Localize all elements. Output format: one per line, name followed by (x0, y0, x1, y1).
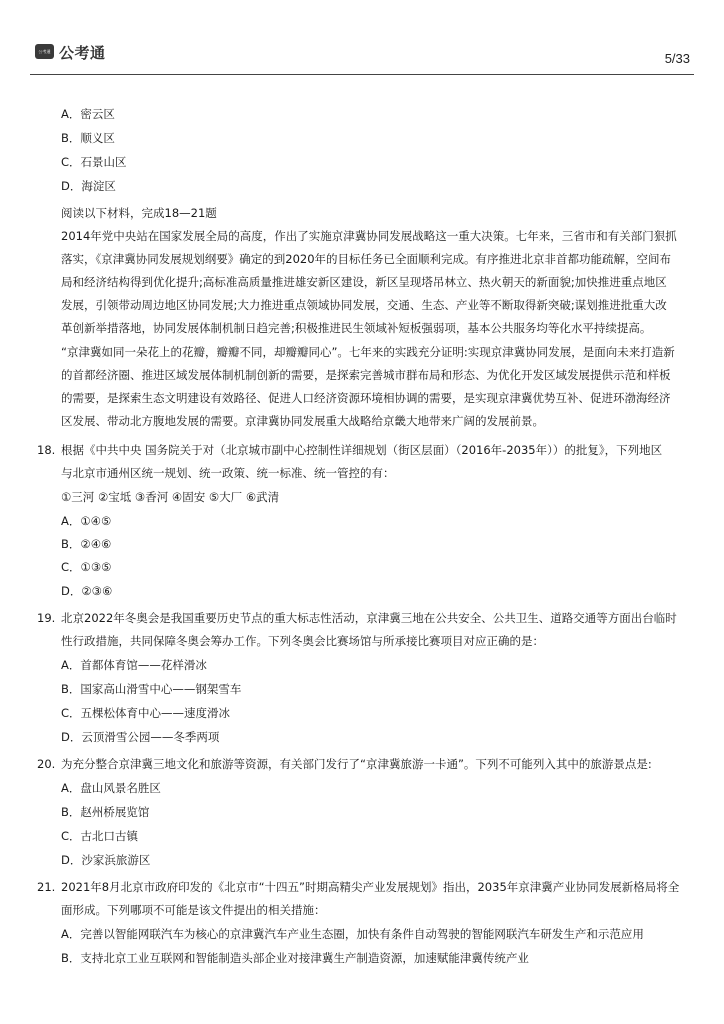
material-line: 的需要，是探索生态文明建设有效路径、促进人口经济资源环境相协调的需要，是实现京津冀优势互补、促进环渤海经济 (61, 391, 671, 405)
q18-option-a: A．①④⑤ (61, 514, 112, 528)
logo-text: 公考通 (59, 44, 106, 62)
q18-items: ①三河 ②宝坻 ③香河 ④固安 ⑤大厂 ⑥武清 (61, 490, 280, 504)
material-line: 落实，《京津冀协同发展规划纲要》确定的到2020年的目标任务已全面顺利完成。有序推进北京非首都功能疏解，空间布 (61, 252, 672, 266)
material-line: 2014年党中央站在国家发展全局的高度，作出了实施京津冀协同发展战略这一重大决策。七年来，三省市和有关部门狠抓 (61, 229, 677, 243)
q21-option-b: B．支持北京工业互联网和智能制造头部企业对接津冀生产制造资源，加速赋能津冀传统产业 (61, 951, 529, 965)
material-line: 革创新举措落地，协同发展体制机制日趋完善;积极推进民生领域补短板强弱项，基本公共服务均等化水平持续提高。 (61, 321, 652, 335)
question-number: 19. (37, 611, 56, 625)
question-number: 21. (37, 880, 56, 894)
q18-option-c: C．①③⑤ (61, 560, 112, 574)
material-intro: 阅读以下材料，完成18—21题 (61, 206, 217, 220)
q19-option-a: A．首都体育馆——花样滑冰 (61, 658, 207, 672)
q17-option-c: C．石景山区 (61, 155, 127, 169)
q20-option-a: A．盘山风景名胜区 (61, 781, 161, 795)
q20-option-c: C．古北口古镇 (61, 829, 139, 843)
q18-stem: 与北京市通州区统一规划、统一政策、统一标准、统一管控的有： (61, 466, 395, 480)
q17-option-d: D．海淀区 (61, 179, 116, 193)
question-number: 18. (37, 443, 56, 457)
material-line: 的首都经济圈、推进区域发展体制机制创新的需要，是探索完善城市群布局和形态、为优化开发区域发展提供示范和样板 (61, 368, 671, 382)
q19-option-c: C．五棵松体育中心——速度滑冰 (61, 706, 231, 720)
page-number: 5/33 (664, 51, 690, 66)
q21-stem: 2021年8月北京市政府印发的《北京市“十四五”时期高精尖产业发展规划》指出，2035年京津冀产业协同发展新格局将全 (61, 880, 680, 894)
q19-option-d: D．云顶滑雪公园——冬季两项 (61, 730, 220, 744)
q20-option-b: B．赵州桥展览馆 (61, 805, 150, 819)
q17-option-b: B．顺义区 (61, 131, 115, 145)
q19-option-b: B．国家高山滑雪中心——钢架雪车 (61, 682, 242, 696)
question-number: 20. (37, 757, 56, 771)
q18-option-d: D．②③⑥ (61, 584, 113, 598)
q21-stem: 面形成。下列哪项不可能是该文件提出的相关措施： (61, 903, 326, 917)
q20-stem: 为充分整合京津冀三地文化和旅游等资源，有关部门发行了“京津冀旅游一卡通”。下列不可能列入其中的旅游景点是: (61, 757, 652, 771)
q19-stem: 北京2022年冬奥会是我国重要历史节点的重大标志性活动，京津冀三地在公共安全、公共卫生、道路交通等方面出台临时 (61, 611, 677, 625)
material-line: 发展，引领带动周边地区协同发展;大力推进重点领域协同发展，交通、生态、产业等不断取得新突破;谋划推进批重大改 (61, 298, 667, 312)
q20-option-d: D．沙家浜旅游区 (61, 853, 151, 867)
q18-option-b: B．②④⑥ (61, 537, 112, 551)
material-line: 局和经济结构得到优化提升;高标准高质量推进雄安新区建设，新区呈现塔吊林立、热火朝天的新面貌;加快推进重点地区 (61, 275, 667, 289)
material-line: “京津冀如同一朵花上的花瓣，瓣瓣不同，却瓣瓣同心”。七年来的实践充分证明:实现京津冀协同发展，是面向未来打造新 (61, 345, 675, 359)
q21-option-a: A．完善以智能网联汽车为核心的京津冀汽车产业生态圈，加快有条件自动驾驶的智能网联汽车研发生产和示范应用 (61, 927, 644, 941)
q17-option-a: A．密云区 (61, 107, 115, 121)
q18-stem: 根据《中共中央 国务院关于对（北京城市副中心控制性详细规划（街区层面）（2016年-2035年））的批复》，下列地区 (61, 443, 663, 457)
material-line: 区发展、带动北方腹地发展的需要。京津冀协同发展重大战略给京畿大地带来广阔的发展前景。 (61, 414, 544, 428)
logo-icon: 公考通 (35, 44, 54, 59)
q19-stem: 性行政措施，共同保障冬奥会筹办工作。下列冬奥会比赛场馆与所承接比赛项目对应正确的是： (61, 634, 544, 648)
